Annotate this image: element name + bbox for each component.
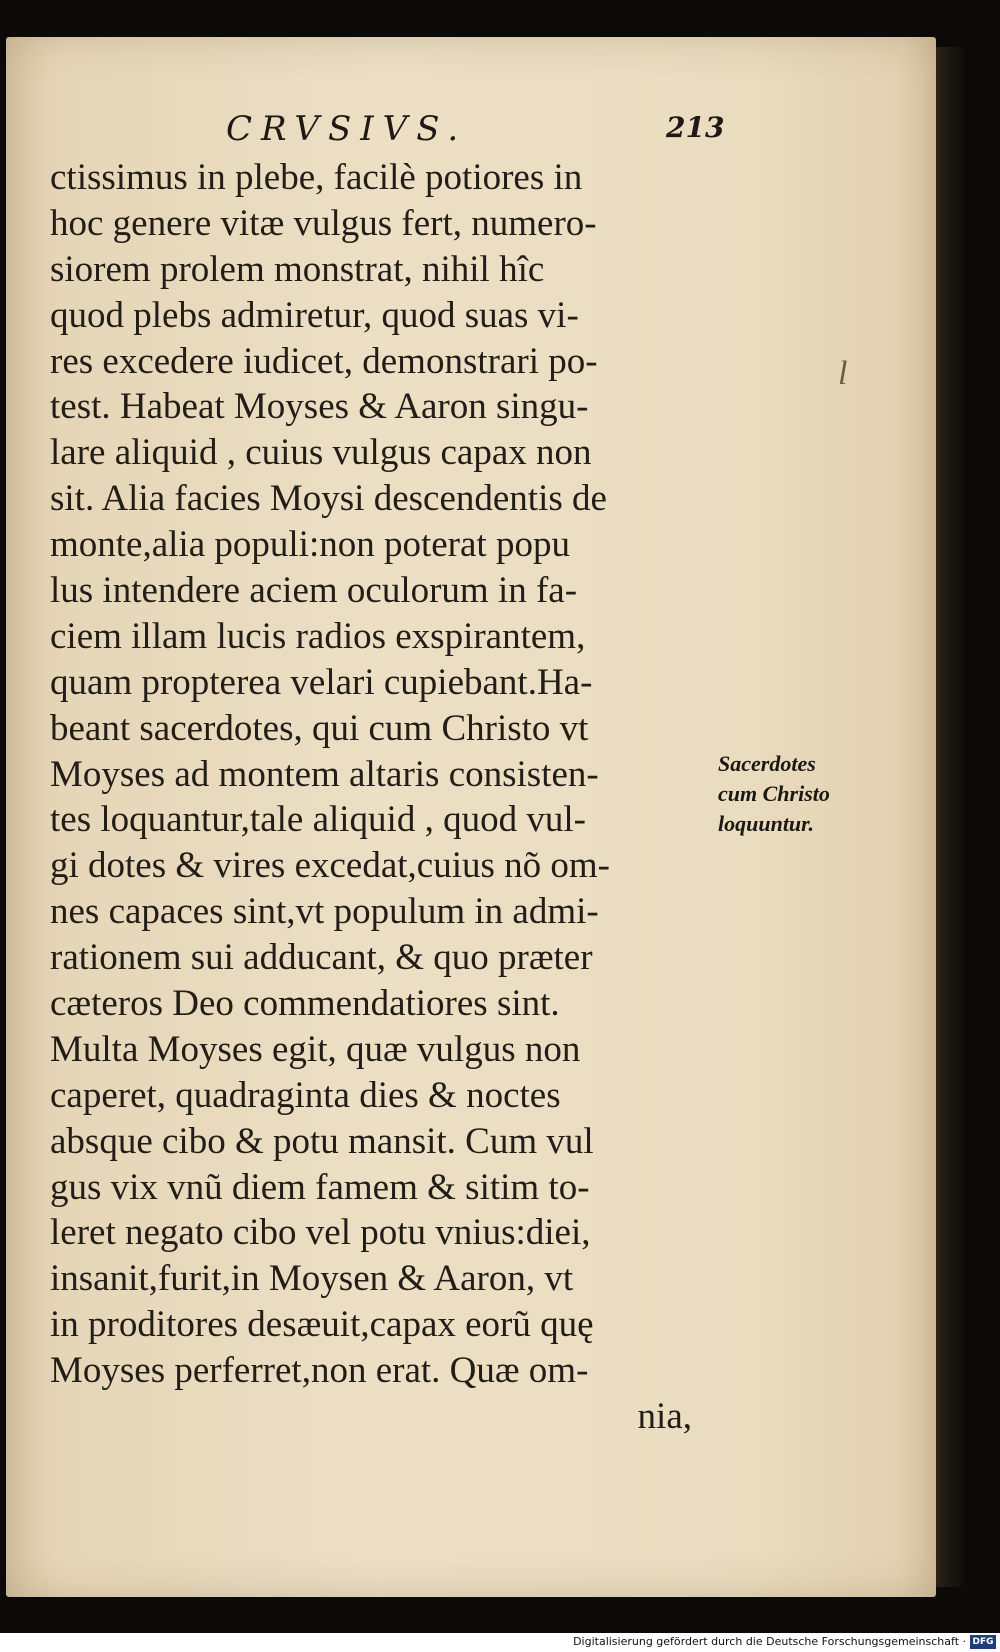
text-line: nes capaces sint,vt populum in admi- xyxy=(50,891,599,933)
text-line: hoc genere vitæ vulgus fert, numero- xyxy=(50,202,597,244)
page-edge-shadow xyxy=(936,47,966,1587)
catchword-line: nia, xyxy=(637,1396,692,1438)
text-line: monte,alia populi:non poterat popu xyxy=(50,524,570,566)
text-line: leret negato cibo vel potu vnius:diei, xyxy=(50,1212,591,1254)
page-number: 213 xyxy=(666,111,725,144)
text-line: Moyses ad montem altaris consisten- xyxy=(50,753,599,795)
footer-credit: Digitalisierung gefördert durch die Deutsche Forschungsgemeinschaft · xyxy=(573,1635,966,1648)
margin-mark: l xyxy=(838,355,848,392)
text-line: lare aliquid , cuius vulgus capax non xyxy=(50,432,592,474)
marginal-note-line: Sacerdotes xyxy=(718,751,816,776)
text-line: absque cibo & potu mansit. Cum vul xyxy=(50,1120,594,1162)
text-line: insanit,furit,in Moysen & Aaron, vt xyxy=(50,1258,574,1300)
text-line: test. Habeat Moyses & Aaron singu- xyxy=(50,386,589,428)
text-line: in proditores desæuit,capax eorũ quę xyxy=(50,1304,594,1346)
text-line: rationem sui adducant, & quo præter xyxy=(50,937,593,979)
marginal-note xyxy=(718,749,898,839)
text-line: res excedere iudicet, demonstrari po- xyxy=(50,340,598,382)
text-line: siorem prolem monstrat, nihil hîc xyxy=(50,248,545,290)
text-line: Moyses perferret,non erat. Quæ om- xyxy=(50,1350,589,1392)
text-line: Multa Moyses egit, quæ vulgus non xyxy=(50,1028,581,1070)
marginal-note-line: loquuntur. xyxy=(718,811,815,836)
text-line: quod plebs admiretur, quod suas vi- xyxy=(50,294,579,336)
body-text xyxy=(50,155,700,1440)
text-line: gi dotes & vires excedat,cuius nõ om- xyxy=(50,845,611,887)
text-line: lus intendere aciem oculorum in fa- xyxy=(50,570,578,612)
running-head xyxy=(6,109,936,159)
text-line: ciem illam lucis radios exspirantem, xyxy=(50,615,586,657)
text-line: cæteros Deo commendatiores sint. xyxy=(50,983,560,1025)
text-line: gus vix vnũ diem famem & sitim to- xyxy=(50,1166,590,1208)
text-line: caperet, quadraginta dies & noctes xyxy=(50,1074,561,1116)
marginal-note-line: cum Christo xyxy=(718,781,830,806)
text-line: tes loquantur,tale aliquid , quod vul- xyxy=(50,799,586,841)
text-line: beant sacerdotes, qui cum Christo vt xyxy=(50,707,589,749)
text-line: quam propterea velari cupiebant.Ha- xyxy=(50,661,593,703)
text-line: sit. Alia facies Moysi descendentis de xyxy=(50,478,607,520)
book-page xyxy=(6,37,936,1597)
digitization-footer xyxy=(0,1633,1000,1652)
dfg-logo: DFG xyxy=(970,1635,996,1649)
running-head-title: CRVSIVS. xyxy=(226,109,468,149)
text-line: ctissimus in plebe, facilè potiores in xyxy=(50,157,583,198)
